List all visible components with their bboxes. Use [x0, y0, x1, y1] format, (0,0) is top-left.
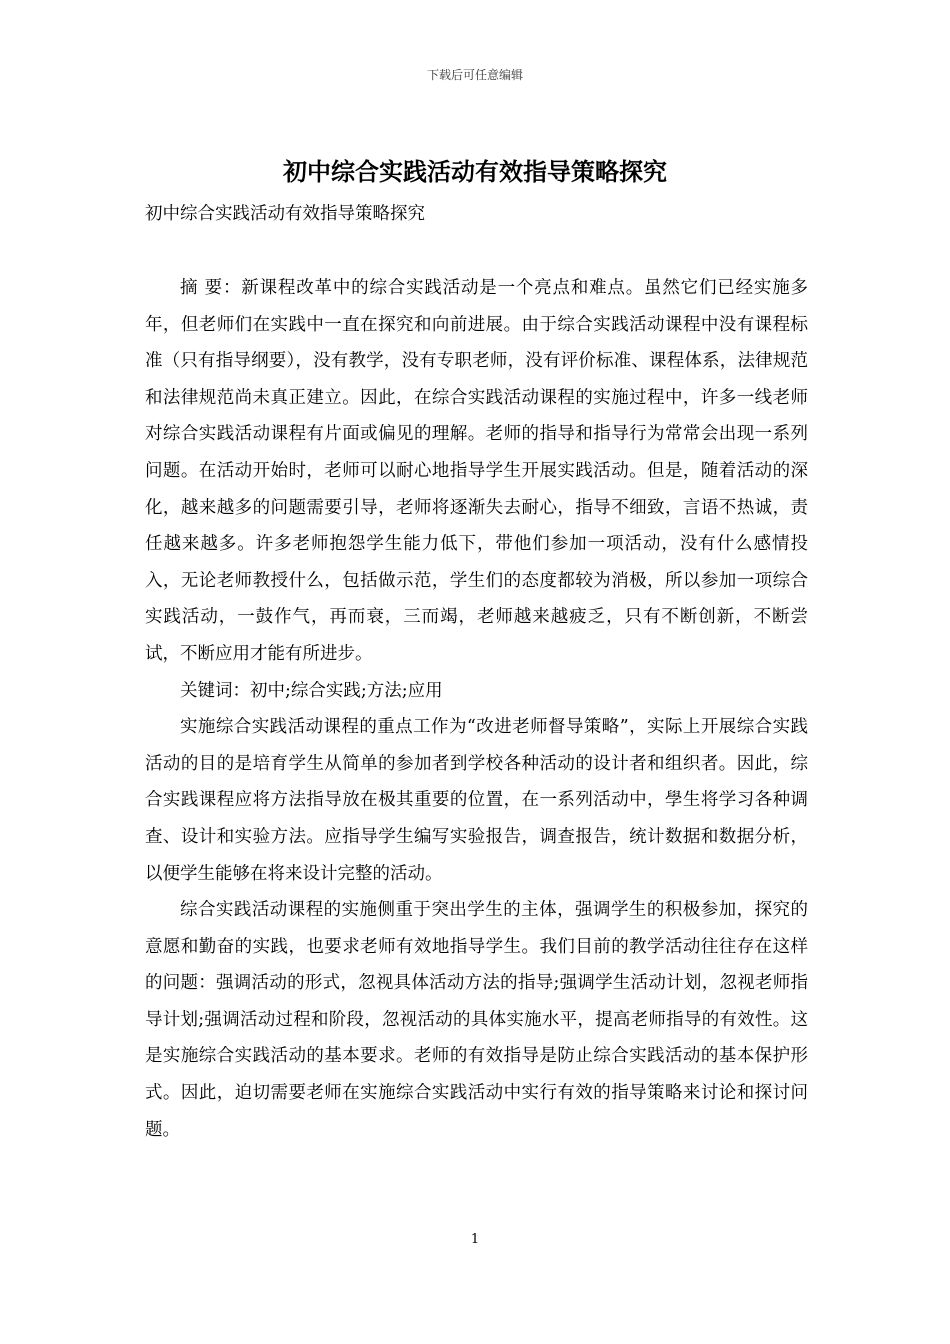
document-subtitle: 初中综合实践活动有效指导策略探究: [145, 204, 425, 224]
keywords-paragraph: 关键词：初中;综合实践;方法;应用: [180, 680, 443, 701]
document-body: [145, 270, 808, 1148]
document-title: 初中综合实践活动有效指导策略探究: [283, 157, 667, 186]
body-paragraph: 综合实践活动课程的实施侧重于突出学生的主体，强调学生的积极参加，探究的意愿和勤奋的实践，也要求老师有效地指导学生。我们目前的教学活动往往存在这样的问题：强调活动的形式，忽视具体活动方法的指导;强调学生活动计划，忽视老师指导计划;强调活动过程和阶段，忽视活动的具体实施水平，提高老师指导的有效性。这是实施综合实践活动的基本要求。老师的有效指导是防止综合实践活动的基本保护形式。因此，迫切需要老师在实施综合实践活动中实行有效的指导策略来讨论和探讨问题。: [145, 900, 808, 1140]
page-number: 1: [470, 1232, 480, 1247]
body-paragraph: 实施综合实践活动课程的重点工作为“改进老师督导策略”，实际上开展综合实践活动的目的是培育学生从简单的参加者到学校各种活动的设计者和组织者。因此，综合实践课程应将方法指导放在极其重要的位置，在一系列活动中，學生将学习各种调查、设计和实验方法。应指导学生编写实验报告，调查报告，统计数据和数据分析，以便学生能够在将来设计完整的活动。: [145, 717, 808, 884]
abstract-paragraph: 摘 要：新课程改革中的综合实践活动是一个亮点和难点。虽然它们已经实施多年，但老师们在实践中一直在探究和向前进展。由于综合实践活动课程中没有课程标准（只有指导纲要），没有教学，没有专职老师，没有评价标准、课程体系，法律规范和法律规范尚未真正建立。因此，在综合实践活动课程的实施过程中，许多一线老师对综合实践活动课程有片面或偏见的理解。老师的指导和指导行为常常会出现一系列问题。在活动开始时，老师可以耐心地指导学生开展实践活动。但是，随着活动的深化，越来越多的问题需要引导，老师将逐渐失去耐心，指导不细致，言语不热诚，责任越来越多。许多老师抱怨学生能力低下，带他们参加一项活动，没有什么感情投入，无论老师教授什么，包括做示范，学生们的态度都较为消极，所以参加一项综合实践活动，一鼓作气，再而衰，三而竭，老师越来越疲乏，只有不断创新，不断尝试，不断应用才能有所进步。: [145, 278, 808, 664]
page-header: 下载后可任意编辑: [426, 68, 523, 82]
